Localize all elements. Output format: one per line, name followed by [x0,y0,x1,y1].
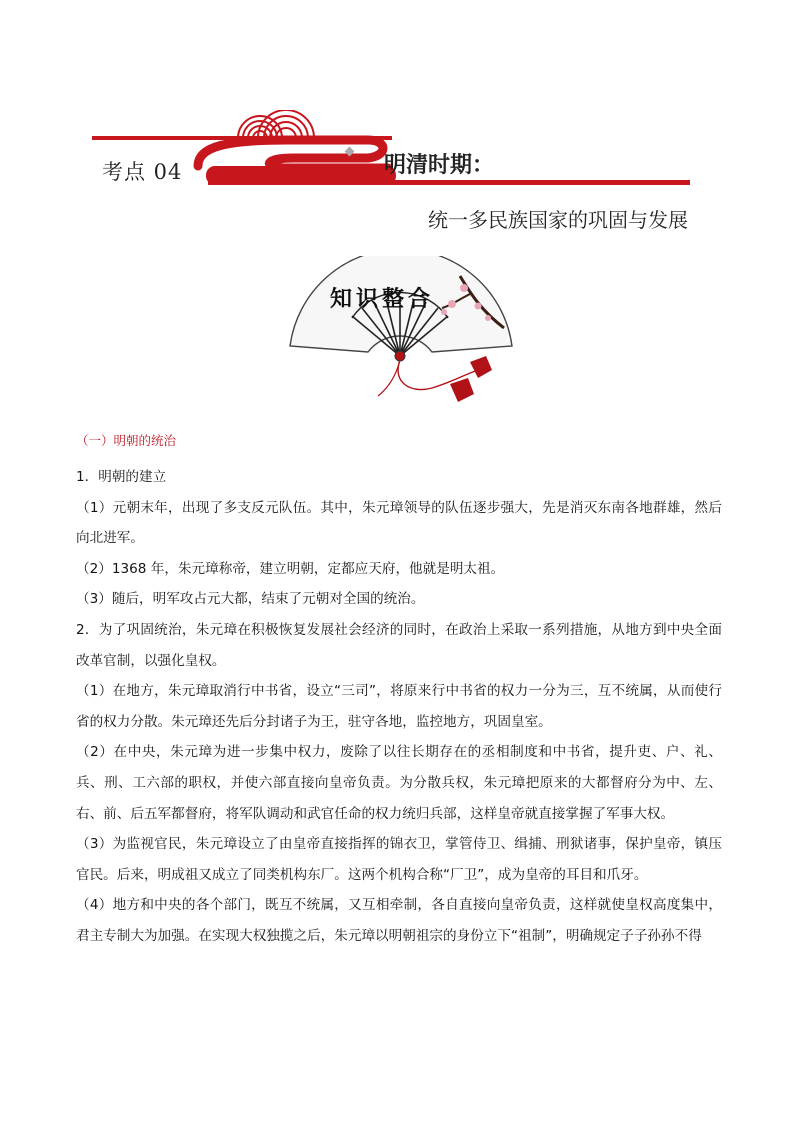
fan-illustration [282,256,522,416]
page-subtitle: 统一多民族国家的巩固与发展 [428,208,688,232]
paragraph: （1）在地方，朱元璋取消行中书省，设立“三司”，将原来行中书省的权力一分为三，互不统属，从而使行省的权力分散。朱元璋还先后分封诸子为王，驻守各地，监控地方，巩固皇室。 [76,683,722,730]
paragraph: （4）地方和中央的各个部门，既互不统属，又互相牵制，各自直接向皇帝负责，这样就使皇权高度集中，君主专制大为加强。在实现大权独揽之后，朱元璋以明朝祖宗的身份立下“祖制”，明确规定子子孙孙不得 [76,897,722,944]
document-body [76,462,722,952]
paragraph: （3）为监视官民，朱元璋设立了由皇帝直接指挥的锦衣卫，掌管侍卫、缉捕、刑狱诸事，保护皇帝，镇压官民。后来，明成祖又成立了同类机构东厂。这两个机构合称“厂卫”，成为皇帝的耳目和爪牙。 [76,836,722,883]
paragraph: （3）随后，明军攻占元大都，结束了元朝对全国的统治。 [76,591,425,608]
paragraph: 1．明朝的建立 [76,469,167,485]
paragraph: （2）在中央，朱元璋为进一步集中权力，废除了以往长期存在的丞相制度和中书省，提升吏、户、礼、兵、刑、工六部的职权，并使六部直接向皇帝负责。为分散兵权，朱元璋把原来的大都督府分为中、左、右、前、后五军都督府，将军队调动和武官任命的权力统归兵部，这样皇帝就直接掌握了军事大权。 [76,744,722,822]
paragraph: （1）元朝末年，出现了多支反元队伍。其中，朱元璋领导的队伍逐步强大，先是消灭东南各地群雄，然后向北进军。 [76,499,722,547]
section-heading: （一）明朝的统治 [76,433,177,448]
paragraph: 2．为了巩固统治，朱元璋在积极恢复发展社会经济的同时，在政治上采取一系列措施，从地方到中央全面改革官制，以强化皇权。 [76,621,722,669]
paragraph: （2）1368 年，朱元璋称帝，建立明朝，定都应天府，他就是明太祖。 [76,560,505,577]
topic-number: 考点 04 [102,160,183,184]
section-badge-label: 知识整合 [330,286,435,312]
page-title: 明清时期： [384,153,495,178]
